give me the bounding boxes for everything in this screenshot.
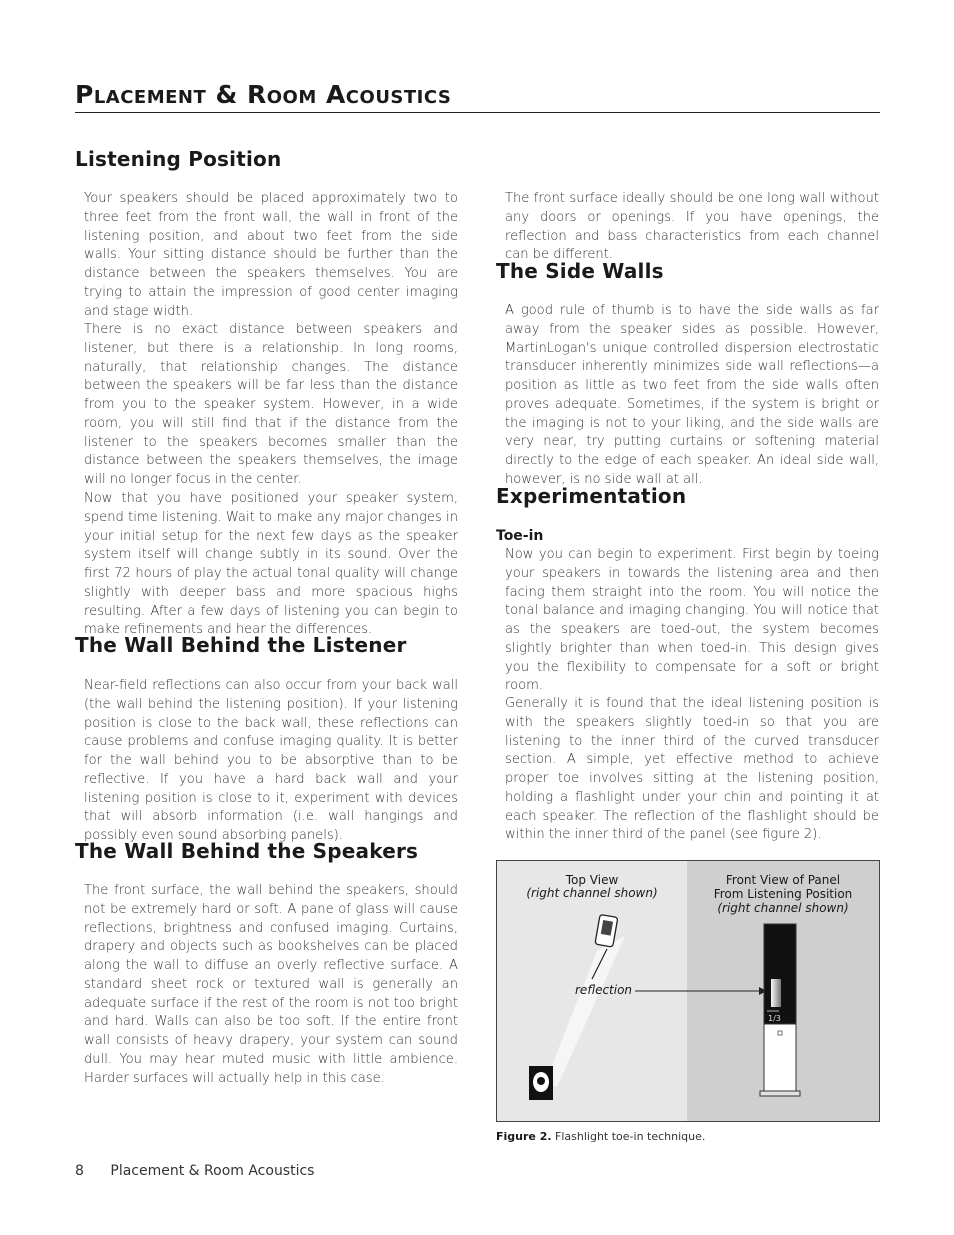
heading-side-walls: The Side Walls bbox=[496, 259, 664, 283]
listener-icon bbox=[529, 1066, 553, 1100]
figure-caption bbox=[496, 1130, 705, 1143]
paragraph: Near-field reflections can also occur from your back wall (the wall behind the listening position). If your listening position is close to the back wall, these reflections can cause problems and confuse imaging quality. It is better for the wall behind you to be absorptive than to be reflective. If you have a hard back wall and your listening position is close to it, experiment with devices that will absorb information (i.e. wall hangings and possibly even sound absorbing panels). bbox=[84, 678, 458, 843]
front-view-label-line2: From Listening Position bbox=[713, 887, 853, 901]
speaker-front-view-icon bbox=[760, 924, 800, 1096]
paragraph: The front surface ideally should be one long wall without any doors or openings. If you have openings, the reflection and bass characteristics from each channel can be different. bbox=[505, 191, 879, 263]
paragraph: Your speakers should be placed approximately two to three feet from the front wall, the wall in front of the listening position, and about two feet from the side walls. Your sitting distance should be further than the distance between the speakers themselves. You are trying to attain the impression of good center imaging and stage width. bbox=[84, 191, 458, 319]
caption-text: Flashlight toe-in technique. bbox=[551, 1130, 706, 1143]
subheading-toe-in: Toe-in bbox=[496, 528, 544, 544]
page-number: 8 bbox=[75, 1163, 84, 1179]
figure-flashlight-toe-in bbox=[496, 860, 880, 1122]
top-view-label: Top View bbox=[565, 873, 619, 887]
third-label: 1/3 bbox=[768, 1014, 781, 1023]
paragraph: The front surface, the wall behind the speakers, should not be extremely hard or soft. A pane of glass will cause reflections, brightness and confused imaging. Curtains, drapery and objects such as bookshelves can be placed along the wall to diffuse an overly reflective surface. A standard sheet rock or textured wall is generally an adequate surface if the rest of the room is not too bright and hard. Walls can also be too soft. If the entire front wall consists of heavy drapery, your system can sound dull. You may hear muted music with little ambience. Harder surfaces will actually help in this case. bbox=[84, 883, 458, 1086]
footer-section: Placement & Room Acoustics bbox=[110, 1163, 315, 1179]
paragraph: Now that you have positioned your speaker system, spend time listening. Wait to make any major changes in your initial setup for the next few days as the speaker system itself will change subtly in its sound. Over the first 72 hours of play the actual tonal quality will change slightly with deeper bass and more spacious highs resulting. After a few days of listening you can begin to make refinements and hear the differences. bbox=[84, 491, 458, 638]
heading-experimentation: Experimentation bbox=[496, 484, 687, 508]
paragraph: A good rule of thumb is to have the side walls as far away from the speaker sides as possible. However, MartinLogan's unique controlled dispersion electrostatic transducer inherently minimizes side wall reflections—a position as little as two feet from the side walls often proves adequate. Sometimes, if the system is bright or the imaging is not to your liking, and the side walls are very near, try putting curtains or softening material directly to the edge of each speaker. An ideal side wall, however, is no side wall at all. bbox=[505, 303, 879, 487]
caption-label: Figure 2. bbox=[496, 1130, 552, 1143]
front-view-sub: (right channel shown) bbox=[717, 901, 849, 915]
paragraph: Generally it is found that the ideal listening position is with the speakers slightly toed-in so that you are listening to the inner third of the curved transducer section. A simple, yet effective method to achieve proper toe involves sitting at the listening position, holding a flashlight under your chin and pointing it at each speaker. The reflection of the flashlight should be within the inner third of the panel (see figure 2). bbox=[505, 696, 879, 843]
front-view-label-line1: Front View of Panel bbox=[725, 873, 841, 887]
heading-wall-behind-listener: The Wall Behind the Listener bbox=[75, 633, 407, 657]
top-view-sub: (right channel shown) bbox=[526, 886, 658, 900]
heading-wall-behind-speakers: The Wall Behind the Speakers bbox=[75, 839, 419, 863]
page-title: Placement & Room Acoustics bbox=[75, 80, 880, 113]
heading-listening-position: Listening Position bbox=[75, 147, 282, 171]
reflection-label: reflection bbox=[575, 983, 633, 997]
figure-illustration bbox=[497, 861, 879, 1121]
paragraph: Now you can begin to experiment. First begin by toeing your speakers in towards the listening area and then facing them straight into the room. You will notice the tonal balance and imaging changing. You will notice that as the speakers are toed-out, the system becomes slightly brighter than when toed-in. This design gives you the flexibility to compensate for a soft or bright room. bbox=[505, 547, 879, 694]
paragraph: There is no exact distance between speakers and listener, but there is a relationship. In long rooms, naturally, that relationship changes. The distance between the speakers will be far less than the distance from you to the speaker system. However, in a wide room, you will still find that if the distance from the listener to the speakers becomes smaller than the distance between the speakers themselves, the image will no longer focus in the center. bbox=[84, 322, 458, 487]
flashlight-beam bbox=[545, 936, 625, 1087]
page-footer bbox=[75, 1163, 314, 1179]
